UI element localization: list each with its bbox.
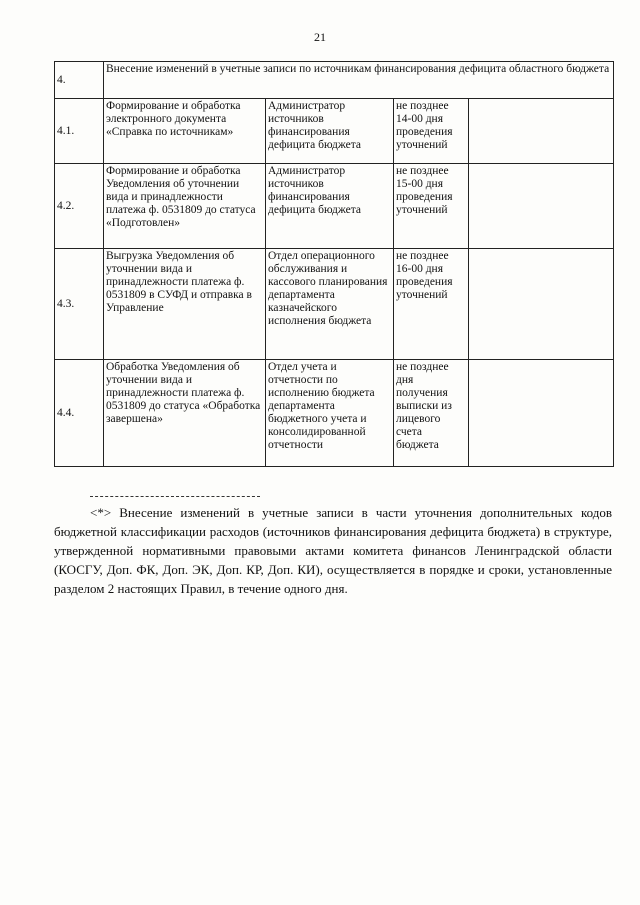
- action-cell: Формирование и обработка электронного документа «Справка по источникам»: [104, 99, 266, 164]
- note-cell: [469, 164, 614, 249]
- table-row: [55, 99, 614, 164]
- deadline-cell: не позднее 15-00 дня проведения уточнений: [394, 164, 469, 249]
- executor-cell: Администратор источников финансирования дефицита бюджета: [266, 99, 394, 164]
- executor-cell: Отдел операционного обслуживания и кассового планирования департамента казначейского исполнения бюджета: [266, 249, 394, 360]
- action-cell: Выгрузка Уведомления об уточнении вида и принадлежности платежа ф. 0531809 в СУФД и отправка в Управление: [104, 249, 266, 360]
- footnote: <*> Внесение изменений в учетные записи в части уточнения дополнительных кодов бюджетной классификации расходов (источников финансирования дефицита бюджета) в структуре, утвержденной нормативными правовыми актами комитета финансов Ленинградской области (КОСГУ, Доп. ФК, Доп. ЭК, Доп. КР, Доп. КИ), осуществляется в порядке и сроки, установленные разделом 2 настоящих Правил, в течение одного дня.: [54, 505, 612, 596]
- footnote-separator: [90, 496, 260, 497]
- note-cell: [469, 360, 614, 467]
- page-number: 21: [314, 30, 326, 44]
- action-cell: Обработка Уведомления об уточнении вида и принадлежности платежа ф. 0531809 до статуса «Обработка завершена»: [104, 360, 266, 467]
- note-cell: [469, 249, 614, 360]
- row-number: 4.2.: [55, 164, 104, 249]
- table-row: [55, 164, 614, 249]
- deadline-cell: не позднее 16-00 дня проведения уточнений: [394, 249, 469, 360]
- note-cell: [469, 99, 614, 164]
- table-row: [55, 360, 614, 467]
- procedure-table: [54, 61, 614, 467]
- table-row: [55, 62, 614, 99]
- row-number: 4.: [55, 62, 104, 99]
- row-number: 4.3.: [55, 249, 104, 360]
- deadline-cell: не позднее дня получения выписки из лицевого счета бюджета: [394, 360, 469, 467]
- table-row: [55, 249, 614, 360]
- row-number: 4.4.: [55, 360, 104, 467]
- deadline-cell: не позднее 14-00 дня проведения уточнений: [394, 99, 469, 164]
- row-number: 4.1.: [55, 99, 104, 164]
- action-cell: Формирование и обработка Уведомления об уточнении вида и принадлежности платежа ф. 0531809 до статуса «Подготовлен»: [104, 164, 266, 249]
- executor-cell: Отдел учета и отчетности по исполнению бюджета департамента бюджетного учета и консолидированной отчетности: [266, 360, 394, 467]
- section-title: Внесение изменений в учетные записи по источникам финансирования дефицита областного бюджета: [104, 62, 614, 99]
- executor-cell: Администратор источников финансирования дефицита бюджета: [266, 164, 394, 249]
